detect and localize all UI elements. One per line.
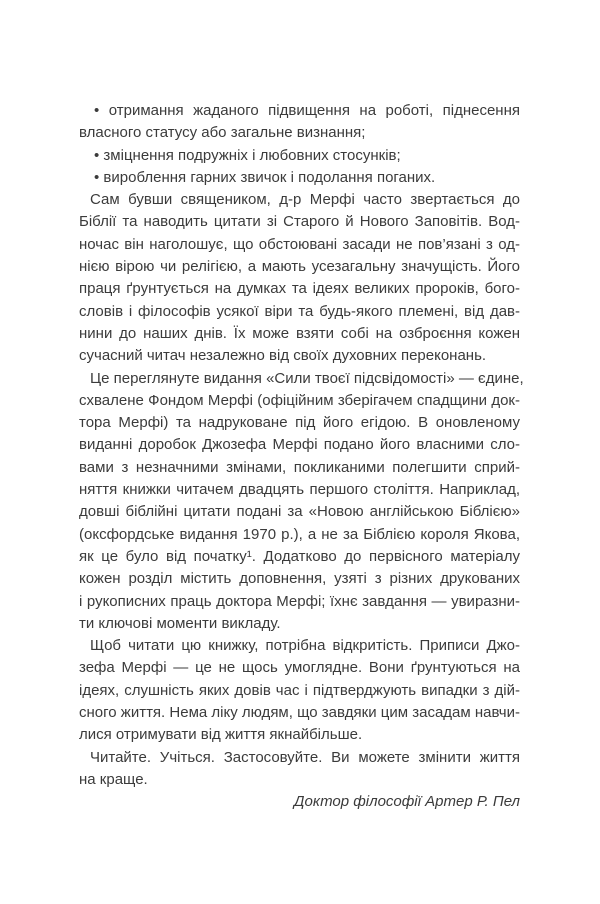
text-line: сного життя. Нема ліку людям, що завдяки цим засадам навчи-: [79, 704, 520, 722]
text-line: схвалене Фондом Мерфі (офіційним зберігачем спадщини док-: [79, 391, 520, 409]
text-line: як це було від початку¹. Додатково до первісного матеріалу: [79, 547, 520, 565]
text-line: праця ґрунтується на думках та ідеях великих пророків, бого-: [79, 280, 520, 298]
text-line: • зміцнення подружніх і любовних стосунків;: [94, 146, 401, 164]
text-line: • отримання жаданого підвищення на роботі, піднесення: [94, 102, 520, 119]
paragraph-edition: [79, 368, 524, 636]
text-line: виданні доробок Джозефа Мерфі подано його власними сло-: [79, 436, 520, 454]
text-line: вами з незначними змінами, покликаними полегшити сприй-: [79, 458, 520, 476]
text-line: сучасний читач незалежно від своїх духовних переконань.: [79, 347, 487, 365]
author-attribution: Доктор філософії Артер Р. Пел: [293, 793, 520, 811]
benefits-bullet-list: [79, 100, 520, 189]
text-line: • вироблення гарних звичок і подолання поганих.: [94, 168, 436, 186]
text-line: лися отримувати від життя якнайбільше.: [79, 726, 363, 744]
text-line: Щоб читати цю книжку, потрібна відкритість. Приписи Джо-: [90, 637, 520, 655]
paragraph-openness: [79, 635, 520, 746]
text-line: Біблії та наводить цитати зі Старого й Нового Заповітів. Вод-: [79, 213, 520, 231]
paragraph-bible: [79, 189, 520, 367]
text-line: кожен розділ містить доповнення, узяті з різних друкованих: [79, 570, 520, 588]
text-line: нини до наших днів. Їх може взяти собі на озброєння кожен: [79, 324, 520, 342]
text-line: ти ключові моменти викладу.: [79, 614, 281, 632]
text-line: і рукописних праць доктора Мерфі; їхнє завдання — увиразни-: [79, 592, 520, 610]
text-line: Сам бувши священиком, д-р Мерфі часто звертається до: [90, 191, 520, 209]
text-line: на краще.: [79, 770, 148, 788]
text-line: Це переглянуте видання «Сили твоєї підсвідомості» — єдине,: [90, 369, 524, 387]
text-line: власного статусу або загальне визнання;: [79, 124, 366, 142]
text-line: тора Мерфі) та надруковане під його егідою. В оновленому: [79, 414, 520, 432]
text-line: Читайте. Учіться. Застосовуйте. Ви можете змінити життя: [90, 748, 520, 766]
text-line: ідеях, слушність яких довів час і підтверджують випадки з дій-: [79, 681, 520, 699]
text-line: ночас він наголошує, що обстоювані засади не пов’язані з од-: [79, 235, 520, 253]
text-line: нією вірою чи релігією, а мають усезагальну значущість. Його: [79, 258, 520, 276]
text-line: довші біблійні цитати подані за «Новою англійською Біблією»: [79, 503, 520, 521]
text-line: (оксфордське видання 1970 р.), а не за Біблією короля Якова,: [79, 525, 520, 543]
text-line: зефа Мерфі — це не щось умоглядне. Вони ґрунтуються на: [79, 659, 520, 677]
paragraph-call-to-action: [79, 747, 520, 792]
text-line: словів і філософів усякої віри та будь-якого племені, від дав-: [79, 302, 520, 320]
text-line: няття книжки читачем двадцять першого століття. Наприклад,: [79, 481, 520, 499]
